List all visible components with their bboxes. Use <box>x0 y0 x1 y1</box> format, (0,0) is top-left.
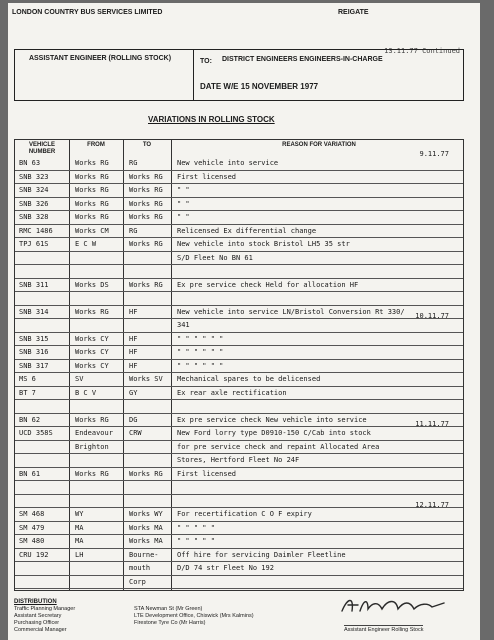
to-box <box>194 49 464 101</box>
from-cell: Works CY <box>75 334 109 343</box>
distribution-role: Traffic Planning Manager <box>14 606 76 612</box>
vehicle-number: SNB 323 <box>19 172 49 181</box>
vehicle-number: RMC 1486 <box>19 226 53 235</box>
continued-note: 13.11.77 Continued <box>384 47 460 55</box>
vehicle-number: SNB 317 <box>19 361 49 370</box>
vehicle-number: BN 61 <box>19 469 41 478</box>
to-cell: Works RG <box>129 240 163 248</box>
reason-cell: " " " " " " <box>177 348 224 356</box>
to-recipients: DISTRICT ENGINEERS ENGINEERS-IN-CHARGE <box>222 56 383 63</box>
to-cell: HF <box>129 348 138 356</box>
from-cell: Works CY <box>75 361 109 370</box>
to-cell: Works RG <box>129 199 163 208</box>
vehicle-number: SNB 314 <box>19 307 49 316</box>
to-cell: Works RG <box>129 469 163 478</box>
to-cell: Works RG <box>129 280 163 289</box>
reason-cell: D/D 74 str Fleet No 192 <box>177 564 274 572</box>
to-label: TO: <box>200 58 212 65</box>
date-heading: 10.11.77 <box>415 312 449 320</box>
to-cell: Works RG <box>129 213 163 221</box>
to-cell: Works MA <box>129 523 163 532</box>
from-cell: MA <box>75 523 84 532</box>
vehicle-number: BT 7 <box>19 388 36 397</box>
to-cell: Corp <box>129 577 146 586</box>
to-cell: HF <box>129 361 138 370</box>
from-cell: Works RG <box>75 172 109 181</box>
from-cell: Brighton <box>75 442 109 451</box>
col-reason-header: REASON FOR VARIATION <box>282 142 356 148</box>
vehicle-number: SM 479 <box>19 523 45 532</box>
from-label: ASSISTANT ENGINEER (ROLLING STOCK) <box>28 55 172 62</box>
reason-cell: Off hire for servicing Daimler Fleetline <box>177 550 346 559</box>
to-cell: Works MA <box>129 537 163 545</box>
distribution-entry <box>14 627 254 634</box>
to-cell: HF <box>129 307 138 316</box>
vehicle-number: SNB 315 <box>19 334 49 343</box>
distribution-title: DISTRIBUTION <box>14 599 57 605</box>
signature-mark <box>338 593 448 617</box>
reason-cell: For recertification C O F expiry <box>177 510 312 518</box>
reason-cell: " " <box>177 199 190 208</box>
reason-cell: New Ford lorry type D0910-150 C/Cab into stock <box>177 429 371 437</box>
distribution-list <box>14 599 254 634</box>
reason-cell: Mechanical spares to be delicensed <box>177 375 321 383</box>
reason-cell: First licensed <box>177 172 237 181</box>
reason-cell: Ex rear axle rectification <box>177 388 287 397</box>
vehicle-number: SM 480 <box>19 537 45 545</box>
reason-cell: Ex pre service check Held for allocation HF <box>177 280 359 289</box>
distribution-addressee: LTE Development Office, Chiswick (Mrs Kalmins) <box>134 613 254 619</box>
distribution-entry <box>14 606 254 613</box>
from-cell: Works RG <box>75 307 109 316</box>
reason-cell: for pre service check and repaint Allocated Area <box>177 442 380 451</box>
vehicle-number: SNB 324 <box>19 186 49 194</box>
vehicle-number: MS 6 <box>19 375 36 383</box>
variations-table <box>14 139 464 591</box>
vehicle-number: SNB 328 <box>19 213 49 221</box>
from-cell: Works DS <box>75 280 109 289</box>
reason-cell: " " " " " <box>177 523 215 532</box>
date-heading: 12.11.77 <box>415 501 449 509</box>
vehicle-number: SNB 311 <box>19 280 49 289</box>
reason-cell: " " " " " <box>177 537 215 545</box>
vehicle-number: SM 468 <box>19 510 45 518</box>
from-cell: Works RG <box>75 159 109 167</box>
vehicle-number: UCD 358S <box>19 429 53 437</box>
distribution-role: Purchasing Officer <box>14 620 60 626</box>
vehicle-number: BN 62 <box>19 415 41 424</box>
reason-cell: " " " " " " <box>177 334 224 343</box>
to-cell: HF <box>129 334 138 343</box>
from-cell: WY <box>75 510 84 518</box>
depot-name: REIGATE <box>338 9 369 16</box>
vehicle-number: CRU 192 <box>19 550 49 559</box>
col-to-header: TO <box>142 142 152 148</box>
page-title: VARIATIONS IN ROLLING STOCK <box>148 115 275 124</box>
memo-date: DATE W/E 15 NOVEMBER 1977 <box>200 82 319 91</box>
reason-cell: New vehicle into service LN/Bristol Conversion Rt 330/ <box>177 307 405 316</box>
reason-cell: " " <box>177 213 190 221</box>
to-cell: RG <box>129 159 138 167</box>
document-sheet <box>8 3 480 640</box>
reason-cell: 341 <box>177 321 190 329</box>
distribution-entry <box>14 613 254 620</box>
from-cell: MA <box>75 537 84 545</box>
reason-cell: First licensed <box>177 469 237 478</box>
date-heading: 11.11.77 <box>415 420 449 428</box>
from-cell: Works CY <box>75 348 109 356</box>
to-cell: Works RG <box>129 186 163 194</box>
reason-cell: New vehicle into stock Bristol LH5 35 str <box>177 240 350 248</box>
vehicle-number: TPJ 61S <box>19 240 49 248</box>
company-name: LONDON COUNTRY BUS SERVICES LIMITED <box>12 9 163 16</box>
reason-cell: Ex pre service check New vehicle into service <box>177 415 367 424</box>
to-cell: CRW <box>129 429 142 437</box>
reason-cell: New vehicle into service <box>177 159 279 167</box>
to-cell: Works RG <box>129 172 163 181</box>
reason-cell: Relicensed Ex differential change <box>177 226 317 235</box>
vehicle-number: SNB 316 <box>19 348 49 356</box>
distribution-addressee: Firestone Tyre Co (Mr Harris) <box>134 620 206 626</box>
from-box <box>14 49 194 101</box>
col-from-header: FROM <box>87 142 105 148</box>
distribution-role: Commercial Manager <box>14 627 67 633</box>
distribution-role: Assistant Secretary <box>14 613 62 619</box>
to-cell: DG <box>129 415 138 424</box>
from-cell: Works RG <box>75 469 109 478</box>
signature-title: Assistant Engineer Rolling Stock <box>344 627 424 633</box>
distribution-entry <box>14 620 254 627</box>
vehicle-number: BN 63 <box>19 159 41 167</box>
to-cell: Works WY <box>129 510 163 518</box>
to-cell: mouth <box>129 564 151 572</box>
date-heading: 9.11.77 <box>419 150 449 158</box>
from-cell: LH <box>75 550 84 559</box>
from-cell: Works RG <box>75 186 109 194</box>
reason-cell: Stores, Hertford Fleet No 24F <box>177 456 300 464</box>
from-cell: B C V <box>75 388 97 397</box>
to-cell: Bourne- <box>129 550 159 559</box>
reason-cell: S/D Fleet No BN 61 <box>177 253 253 262</box>
from-cell: Works RG <box>75 199 109 208</box>
col-vehicle-header: VEHICLE NUMBER <box>28 142 56 155</box>
from-cell: SV <box>75 375 84 383</box>
to-cell: RG <box>129 226 138 235</box>
distribution-addressee: STA Newman St (Mr Green) <box>134 606 203 612</box>
from-cell: Works RG <box>75 213 109 221</box>
to-cell: GY <box>129 388 138 397</box>
from-cell: Works CM <box>75 226 109 235</box>
from-cell: Works RG <box>75 415 109 424</box>
to-cell: Works SV <box>129 375 163 383</box>
reason-cell: " " <box>177 186 190 194</box>
from-cell: Endeavour <box>75 429 113 437</box>
vehicle-number: SNB 326 <box>19 199 49 208</box>
reason-cell: " " " " " " <box>177 361 224 370</box>
from-cell: E C W <box>75 240 97 248</box>
